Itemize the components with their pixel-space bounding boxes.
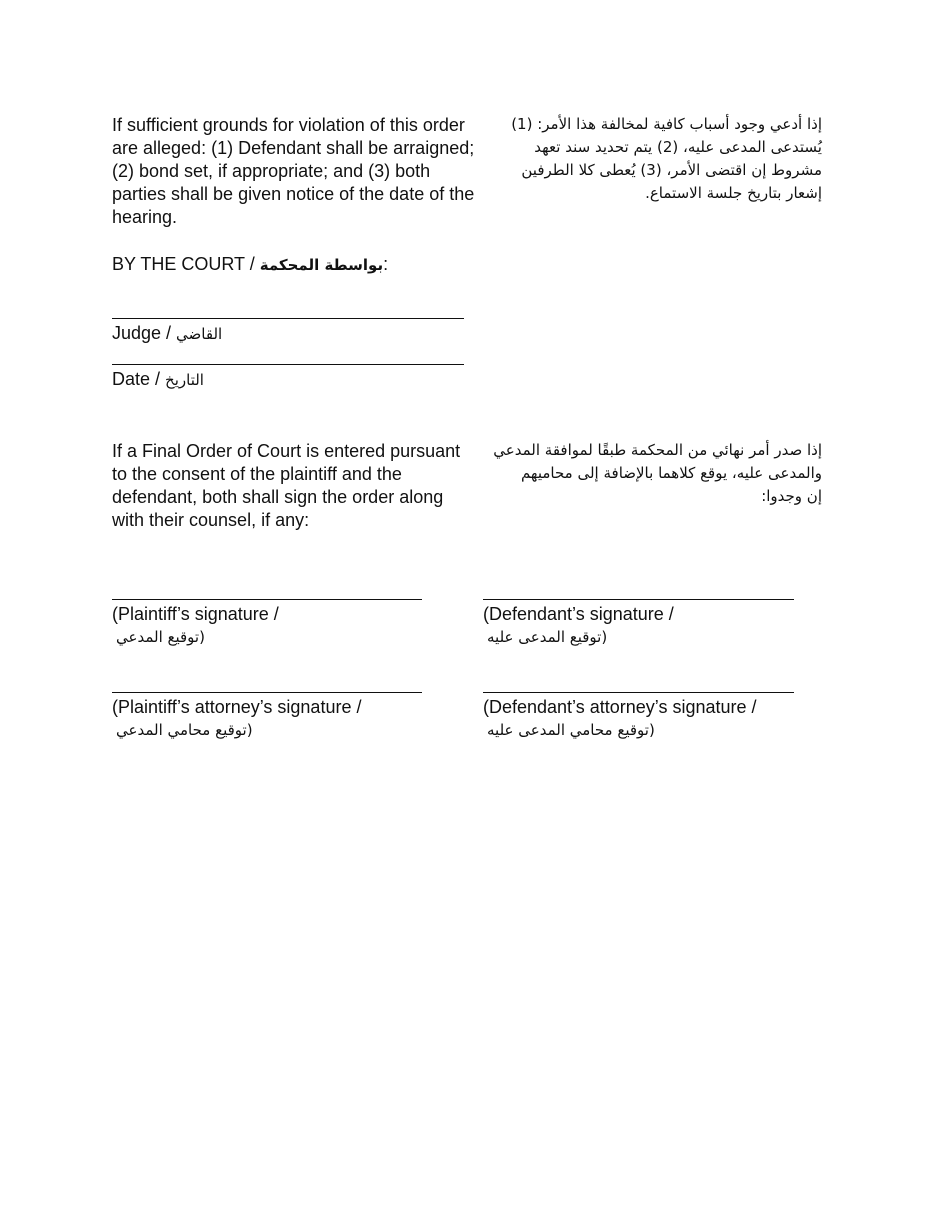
date-label-en: Date / bbox=[112, 369, 166, 389]
defendant-attorney-signature-label-ar: (توقيع محامي المدعى عليه bbox=[487, 721, 655, 739]
defendant-signature-line[interactable] bbox=[483, 599, 794, 600]
date-label bbox=[112, 368, 204, 391]
plaintiff-signature-label-en: (Plaintiff’s signature / bbox=[112, 604, 279, 624]
defendant-signature-label-en: (Defendant’s signature / bbox=[483, 604, 674, 624]
by-the-court-label-en: BY THE COURT / bbox=[112, 254, 260, 274]
judge-label bbox=[112, 322, 222, 345]
violation-grounds-text-en: If sufficient grounds for violation of this order are alleged: (1) Defendant shall be arraigned; (2) bond set, if appropriate; and (3) both parties shall be given notice of the date of the hearing. bbox=[112, 115, 475, 227]
date-signature-line[interactable] bbox=[112, 364, 464, 365]
defendant-attorney-signature-label-en: (Defendant’s attorney’s signature / bbox=[483, 697, 757, 717]
plaintiff-signature-line[interactable] bbox=[112, 599, 422, 600]
final-order-text-ar: إذا صدر أمر نهائي من المحكمة طبقًا لموافقة المدعي والمدعى عليه، يوقع كلاهما بالإضافة إلى محاميهم إن وجدوا: bbox=[493, 441, 822, 505]
judge-signature-line[interactable] bbox=[112, 318, 464, 319]
plaintiff-attorney-signature-line[interactable] bbox=[112, 692, 422, 693]
defendant-attorney-signature-line[interactable] bbox=[483, 692, 794, 693]
plaintiff-attorney-signature-label-en: (Plaintiff’s attorney’s signature / bbox=[112, 697, 362, 717]
plaintiff-signature-label-ar: (توقيع المدعي bbox=[116, 628, 205, 646]
plaintiff-attorney-signature-label-ar: (توقيع محامي المدعي bbox=[116, 721, 253, 739]
judge-label-en: Judge / bbox=[112, 323, 177, 343]
final-order-text-en: If a Final Order of Court is entered pursuant to the consent of the plaintiff and the defendant, both shall sign the order along with their counsel, if any: bbox=[112, 441, 461, 530]
date-label-ar: التاريخ bbox=[165, 371, 204, 389]
by-the-court-label-ar: بواسطة المحكمة bbox=[259, 256, 384, 274]
by-the-court-label bbox=[112, 253, 388, 276]
judge-label-ar: القاضي bbox=[176, 325, 223, 343]
by-the-court-colon: : bbox=[383, 254, 389, 274]
defendant-signature-label-ar: (توقيع المدعى عليه bbox=[487, 628, 608, 646]
violation-grounds-text-ar: إذا أدعي وجود أسباب كافية لمخالفة هذا الأمر: (1) يُستدعى المدعى عليه، (2) يتم تحديد سند تعهد مشروط إن اقتضى الأمر، (3) يُعطى كلا الطرفين إشعار بتاريخ جلسة الاستماع. bbox=[511, 115, 822, 202]
